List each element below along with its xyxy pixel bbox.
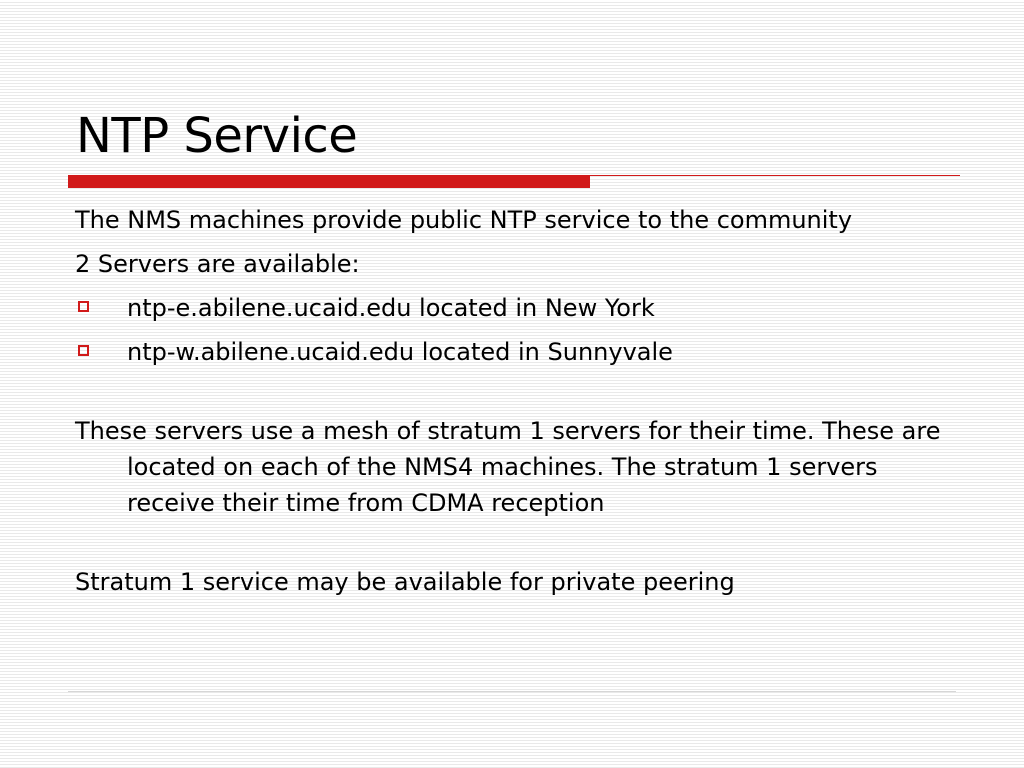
- servers-heading: 2 Servers are available:: [75, 250, 360, 278]
- footer-divider: [68, 691, 956, 692]
- server-list-item: [75, 334, 955, 370]
- intro-paragraph: The NMS machines provide public NTP service to the community: [75, 206, 853, 234]
- server-list-item-text: ntp-w.abilene.ucaid.edu located in Sunnyvale: [127, 338, 673, 366]
- slide-body: [75, 202, 955, 608]
- server-list-item: [75, 290, 955, 326]
- peering-paragraph: Stratum 1 service may be available for private peering: [75, 568, 735, 596]
- title-underline-thick: [68, 175, 590, 188]
- hollow-square-bullet-icon: [78, 345, 89, 356]
- title-underline-thin: [590, 175, 960, 176]
- hollow-square-bullet-icon: [78, 301, 89, 312]
- mesh-paragraph: These servers use a mesh of stratum 1 servers for their time. These are located on each of the NMS4 machines. The stratum 1 servers receive their time from CDMA reception: [75, 417, 941, 517]
- slide-title: NTP Service: [76, 108, 358, 164]
- server-list-item-text: ntp-e.abilene.ucaid.edu located in New York: [127, 294, 655, 322]
